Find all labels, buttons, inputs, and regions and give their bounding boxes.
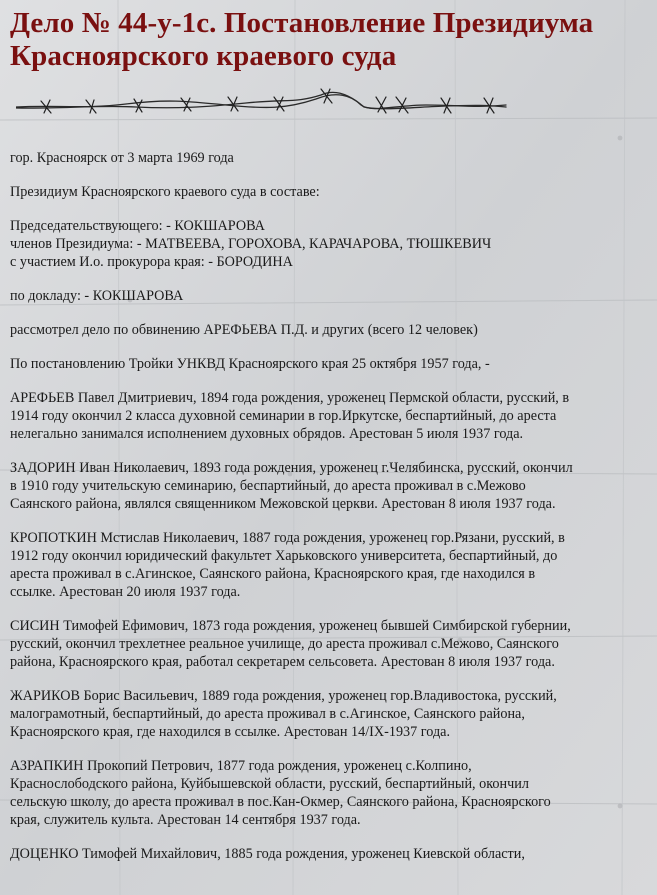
paragraph-sisin: СИСИН Тимофей Ефимович, 1873 года рождения, уроженец бывшей Симбирской губернии, русский, окончил трехлетнее реальное училище, до ареста проживал с.Межово, Саянского района, Красноярского края, работал секретарем сельсовета. Арестован 8 июля 1937 года. bbox=[10, 618, 571, 670]
paragraph-report: по докладу: - КОКШАРОВА bbox=[10, 288, 184, 304]
paragraph-composition: Президиум Красноярского краевого суда в составе: bbox=[10, 184, 320, 200]
barbed-wire-divider bbox=[16, 83, 516, 123]
paragraph-case: рассмотрел дело по обвинению АРЕФЬЕВА П.Д. и других (всего 12 человек) bbox=[10, 322, 478, 338]
paragraph-members: Председательствующего: - КОКШАРОВА членов Президиума: - МАТВЕЕВА, ГОРОХОВА, КАРАЧАРОВА, ТЮШКЕВИЧ с участием И.о. прокурора края: - БОРОДИНА bbox=[10, 218, 492, 270]
paragraph-zadorin: ЗАДОРИН Иван Николаевич, 1893 года рождения, уроженец г.Челябинска, русский, окончил в 1910 году учительскую семинарию, беспартийный, до ареста проживал в с.Межово Саянского района, являлся священником Межовской церкви. Арестован 8 июля 1937 года. bbox=[10, 460, 573, 512]
paragraph-arefyev: АРЕФЬЕВ Павел Дмитриевич, 1894 года рождения, уроженец Пермской области, русский, в 1914 году окончил 2 класса духовной семинарии в гор.Иркутске, беспартийный, до ареста нелегально занимался исполнением духовных обрядов. Арестован 5 июля 1937 года. bbox=[10, 390, 570, 442]
paragraph-dotsenko: ДОЦЕНКО Тимофей Михайлович, 1885 года рождения, уроженец Киевской области, bbox=[10, 846, 525, 862]
page-title: Дело № 44-у-1с. Постановление Президиума Красноярского краевого суда bbox=[10, 7, 594, 72]
paragraph-zharikov: ЖАРИКОВ Борис Васильевич, 1889 года рождения, уроженец гор.Владивостока, русский, малограмотный, беспартийный, до ареста проживал в с.Агинское, Саянского района, Красноярского края, где находился в ссылке. Арестован 14/IX-1937 года. bbox=[10, 688, 557, 740]
paragraph-decree: По постановлению Тройки УНКВД Красноярского края 25 октября 1957 года, - bbox=[10, 356, 490, 372]
paragraph-azrapkin: АЗРАПКИН Прокопий Петрович, 1877 года рождения, уроженец с.Колпино, Краснослободского района, Куйбышевской области, русский, беспартийный, окончил сельскую школу, до ареста проживал в пос.Кан-Окмер, Саянского района, Красноярского края, служитель культа. Арестован 14 сентября 1937 года. bbox=[10, 758, 551, 828]
paragraph-place-date: гор. Красноярск от 3 марта 1969 года bbox=[10, 150, 234, 166]
document-body bbox=[10, 149, 647, 863]
paragraph-kropotkin: КРОПОТКИН Мстислав Николаевич, 1887 года рождения, уроженец гор.Рязани, русский, в 1912 году окончил юридический факультет Харьковского университета, беспартийный, до ареста проживал в с.Агинское, Саянского района, Красноярского края, где находился в ссылке. Арестован 20 июля 1937 года. bbox=[10, 530, 565, 600]
